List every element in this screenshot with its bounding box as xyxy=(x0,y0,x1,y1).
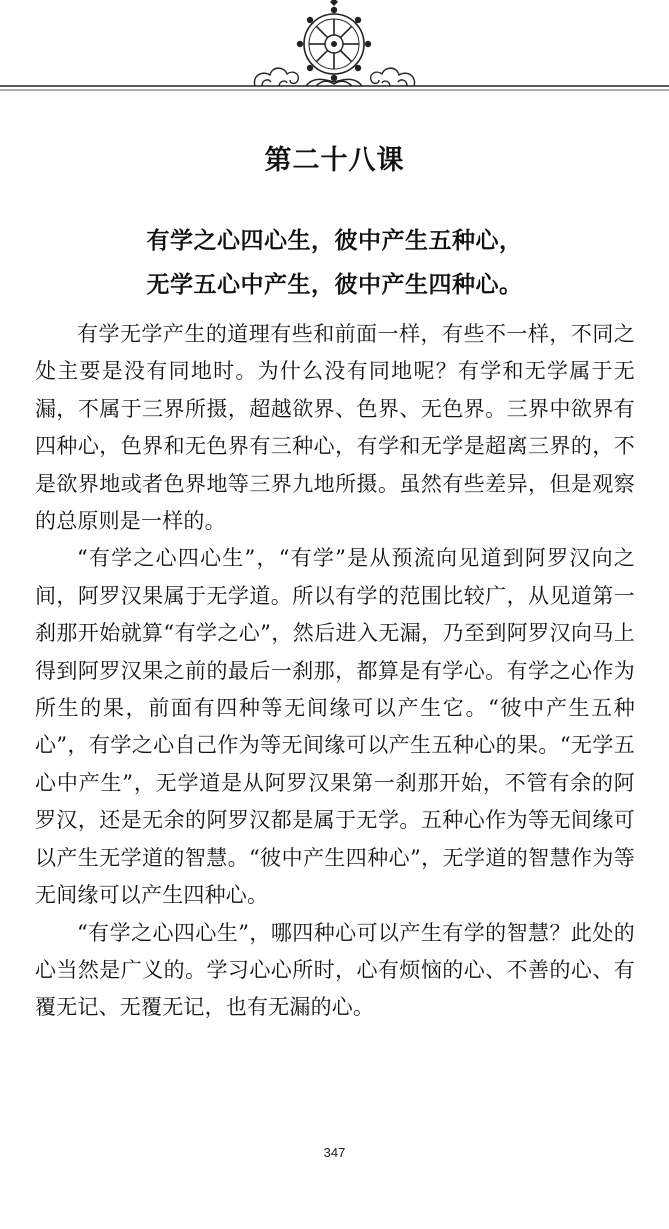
paragraph-3: “有学之心四心生”，哪四种心可以产生有学的智慧？此处的心当然是广义的。学习心心所时，心有烦恼的心、不善的心、有覆无记、无覆无记，也有无漏的心。 xyxy=(35,920,635,1020)
paragraph-1: 有学无学产生的道理有些和前面一样，有些不一样，不同之处主要是没有同地时。为什么没有同地呢？有学和无学属于无漏，不属于三界所摄，超越欲界、色界、无色界。三界中欲界有四种心，色界和无色界有三种心，有学和无学是超离三界的，不是欲界地或者色界地等三界九地所摄。虽然有些差异，但是观察的总原则是一样的。 xyxy=(35,322,635,534)
body-text xyxy=(35,316,635,1027)
page-header-ornament xyxy=(0,0,669,100)
verse-line-2: 无学五心中产生，彼中产生四种心。 xyxy=(146,272,523,298)
dharma-wheel-icon xyxy=(0,0,669,100)
page-number: 347 xyxy=(323,1145,346,1160)
lesson-title: 第二十八课 xyxy=(264,145,405,176)
paragraph-2: “有学之心四心生”，“有学”是从预流向见道到阿罗汉向之间，阿罗汉果属于无学道。所以有学的范围比较广，从见道第一刹那开始就算“有学之心”，然后进入无漏，乃至到阿罗汉向马上得到阿罗汉果之前的最后一刹那，都算是有学心。有学之心作为所生的果，前面有四种等无间缘可以产生它。“彼中产生五种心”，有学之心自己作为等无间缘可以产生五种心的果。“无学五心中产生”，无学道是从阿罗汉果第一刹那开始，不管有余的阿罗汉，还是无余的阿罗汉都是属于无学。五种心作为等无间缘可以产生无学道的智慧。“彼中产生四种心”，无学道的智慧作为等无间缘可以产生四种心。 xyxy=(35,546,635,908)
verse-line-1: 有学之心四心生，彼中产生五种心， xyxy=(146,228,523,254)
